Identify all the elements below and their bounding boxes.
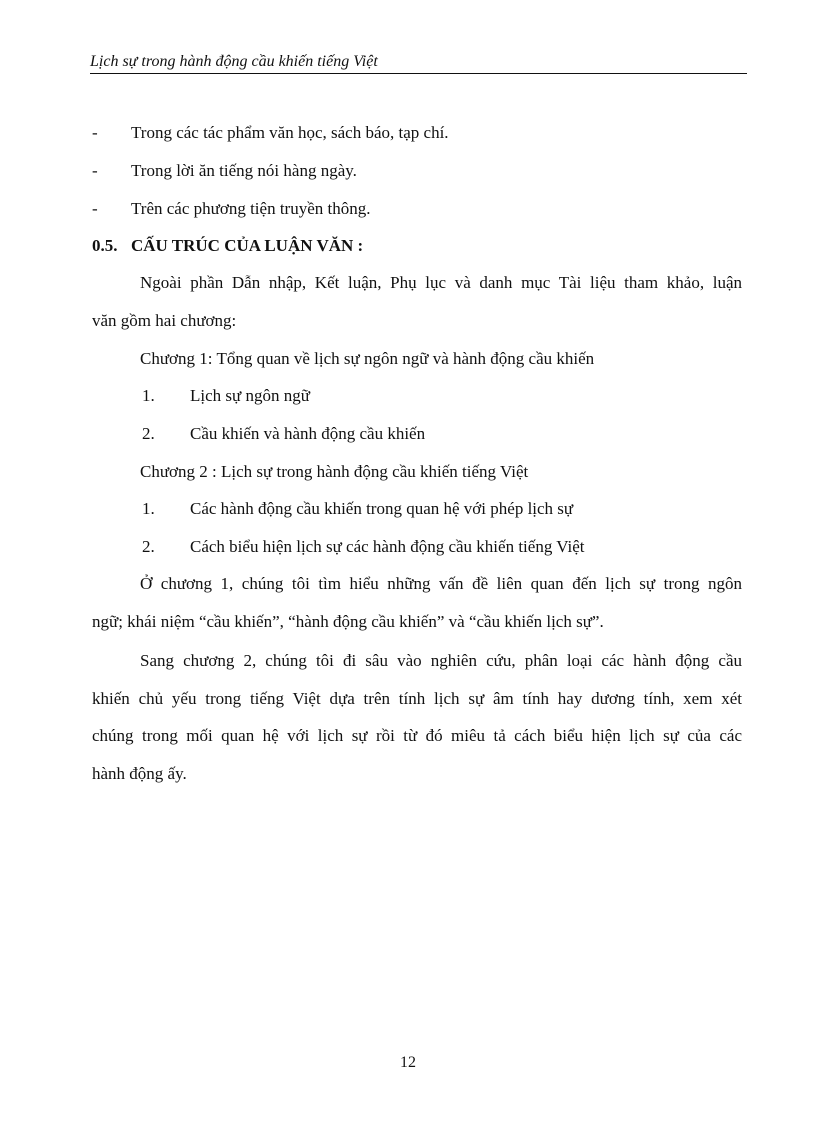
paragraph-line: Sang chương 2, chúng tôi đi sâu vào nghiên cứu, phân loại các hành động cầu <box>140 651 742 670</box>
outline-item: Các hành động cầu khiến trong quan hệ với phép lịch sự <box>190 499 574 518</box>
outline-item: Lịch sự ngôn ngữ <box>190 386 310 405</box>
outline-number: 1. <box>142 499 155 518</box>
outline-number: 2. <box>142 537 155 556</box>
bullet-marker: - <box>92 199 98 218</box>
bullet-item: Trong lời ăn tiếng nói hàng ngày. <box>131 161 357 180</box>
outline-item: Cầu khiến và hành động cầu khiến <box>190 424 426 443</box>
chapter-1-title: Chương 1: Tổng quan về lịch sự ngôn ngữ và hành động cầu khiến <box>140 349 595 368</box>
outline-item: Cách biểu hiện lịch sự các hành động cầu khiến tiếng Việt <box>190 537 585 556</box>
bullet-marker: - <box>92 123 98 142</box>
bullet-marker: - <box>92 161 98 180</box>
chapter-2-title: Chương 2 : Lịch sự trong hành động cầu khiến tiếng Việt <box>140 462 529 481</box>
paragraph-line: chúng trong mối quan hệ với lịch sự rồi từ đó miêu tả cách biểu hiện lịch sự của các <box>92 726 742 745</box>
intro-paragraph <box>92 264 742 339</box>
page-number: 12 <box>400 1054 416 1071</box>
paragraph-line: khiến chủ yếu trong tiếng Việt dựa trên tính lịch sự âm tính hay dương tính, xem xét <box>92 688 742 708</box>
paragraph-line: ngữ; khái niệm “cầu khiến”, “hành động cầu khiến” và “cầu khiến lịch sự”. <box>92 611 604 631</box>
paragraph-line: Ở chương 1, chúng tôi tìm hiểu những vấn đề liên quan đến lịch sự trong ngôn <box>140 574 742 593</box>
outline-number: 1. <box>142 386 155 405</box>
paragraph-line: văn gồm hai chương: <box>92 310 237 330</box>
paragraph-line: Ngoài phần Dẫn nhập, Kết luận, Phụ lục và danh mục Tài liệu tham khảo, luận <box>140 273 742 292</box>
paragraph-line: hành động ấy. <box>92 763 187 783</box>
running-header: Lịch sự trong hành động cầu khiến tiếng Việt <box>90 52 747 74</box>
section-title: CẤU TRÚC CỦA LUẬN VĂN : <box>131 236 364 255</box>
body-paragraph-2 <box>92 642 742 792</box>
bullet-item: Trên các phương tiện truyền thông. <box>131 199 371 218</box>
bullet-item: Trong các tác phẩm văn học, sách báo, tạp chí. <box>131 123 449 142</box>
section-number: 0.5. <box>92 236 118 255</box>
body-paragraph-1 <box>92 565 742 640</box>
outline-number: 2. <box>142 424 155 443</box>
